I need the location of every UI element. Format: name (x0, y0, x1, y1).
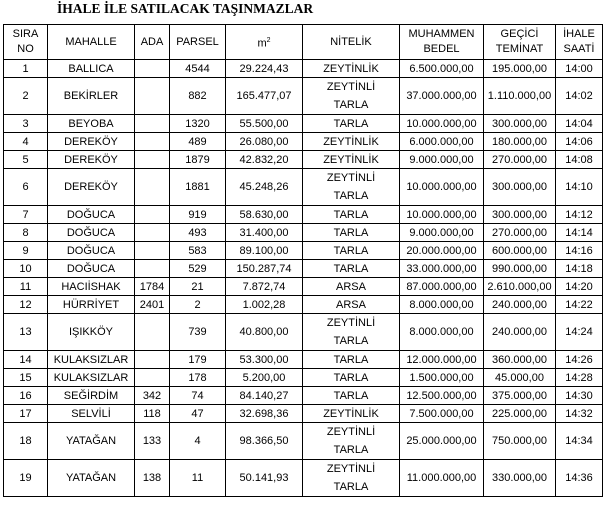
cell-parsel: 47 (170, 405, 226, 423)
header-gecici-teminat: GEÇİCİ TEMİNAT (484, 25, 556, 60)
cell-ihale-saati: 14:04 (556, 115, 603, 133)
cell-sira-no: 8 (4, 224, 48, 242)
cell-m2: 7.872,74 (226, 278, 303, 296)
cell-gecici-teminat: 270.000,00 (484, 224, 556, 242)
cell-nitelik: TARLA (303, 224, 400, 242)
cell-m2: 32.698,36 (226, 405, 303, 423)
cell-nitelik: ZEYTİNLİ TARLA (303, 169, 400, 206)
cell-sira-no: 3 (4, 115, 48, 133)
cell-parsel: 74 (170, 387, 226, 405)
cell-muhammen-bedel: 10.000.000,00 (400, 206, 484, 224)
cell-gecici-teminat: 750.000,00 (484, 423, 556, 460)
cell-ihale-saati: 14:08 (556, 151, 603, 169)
cell-mahalle: SELVİLİ (48, 405, 135, 423)
cell-gecici-teminat: 45.000,00 (484, 369, 556, 387)
table-row (4, 78, 603, 115)
header-m2: $m^2$ (226, 25, 303, 60)
cell-nitelik: TARLA (303, 369, 400, 387)
cell-ada (135, 151, 170, 169)
cell-muhammen-bedel: 12.000.000,00 (400, 351, 484, 369)
cell-gecici-teminat: 240.000,00 (484, 296, 556, 314)
cell-gecici-teminat: 375.000,00 (484, 387, 556, 405)
header-nitelik: NİTELİK (303, 25, 400, 60)
cell-gecici-teminat: 300.000,00 (484, 169, 556, 206)
cell-gecici-teminat: 240.000,00 (484, 314, 556, 351)
cell-ada (135, 60, 170, 78)
cell-muhammen-bedel: 10.000.000,00 (400, 169, 484, 206)
cell-parsel: 1881 (170, 169, 226, 206)
cell-muhammen-bedel: 33.000.000,00 (400, 260, 484, 278)
cell-m2: 98.366,50 (226, 423, 303, 460)
cell-ihale-saati: 14:32 (556, 405, 603, 423)
cell-nitelik: ZEYTİNLİ TARLA (303, 78, 400, 115)
cell-ihale-saati: 14:28 (556, 369, 603, 387)
cell-parsel: 583 (170, 242, 226, 260)
cell-nitelik: TARLA (303, 115, 400, 133)
cell-nitelik: ZEYTİNLİ TARLA (303, 314, 400, 351)
cell-ada (135, 224, 170, 242)
cell-ihale-saati: 14:02 (556, 78, 603, 115)
cell-nitelik: ARSA (303, 278, 400, 296)
cell-mahalle: DEREKÖY (48, 133, 135, 151)
document-title: İHALE İLE SATILACAK TAŞINMAZLAR (57, 1, 314, 16)
cell-parsel: 4 (170, 423, 226, 460)
cell-ada (135, 115, 170, 133)
cell-parsel: 1320 (170, 115, 226, 133)
cell-mahalle: BEKİRLER (48, 78, 135, 115)
table-row (4, 278, 603, 296)
cell-gecici-teminat: 195.000,00 (484, 60, 556, 78)
cell-m2: 50.141,93 (226, 460, 303, 497)
cell-ihale-saati: 14:34 (556, 423, 603, 460)
cell-sira-no: 14 (4, 351, 48, 369)
cell-ada (135, 260, 170, 278)
cell-muhammen-bedel: 7.500.000,00 (400, 405, 484, 423)
cell-ada (135, 242, 170, 260)
cell-sira-no: 13 (4, 314, 48, 351)
table-row (4, 151, 603, 169)
header-parsel: PARSEL (170, 25, 226, 60)
cell-sira-no: 10 (4, 260, 48, 278)
cell-mahalle: DOĞUCA (48, 242, 135, 260)
cell-ihale-saati: 14:24 (556, 314, 603, 351)
cell-mahalle: DOĞUCA (48, 260, 135, 278)
cell-parsel: 493 (170, 224, 226, 242)
cell-ada (135, 206, 170, 224)
cell-ada (135, 314, 170, 351)
cell-m2: 42.832,20 (226, 151, 303, 169)
table-row (4, 169, 603, 206)
table-row (4, 369, 603, 387)
cell-muhammen-bedel: 8.000.000,00 (400, 296, 484, 314)
cell-nitelik: ZEYTİNLİ TARLA (303, 423, 400, 460)
cell-parsel: 178 (170, 369, 226, 387)
table-row (4, 423, 603, 460)
cell-nitelik: ZEYTİNLİK (303, 60, 400, 78)
cell-mahalle: SEĞİRDİM (48, 387, 135, 405)
cell-parsel: 4544 (170, 60, 226, 78)
property-table (3, 24, 603, 497)
cell-ada (135, 169, 170, 206)
cell-gecici-teminat: 990.000,00 (484, 260, 556, 278)
table-row (4, 351, 603, 369)
cell-ada: 2401 (135, 296, 170, 314)
cell-m2: 1.002,28 (226, 296, 303, 314)
cell-m2: 165.477,07 (226, 78, 303, 115)
cell-muhammen-bedel: 12.500.000,00 (400, 387, 484, 405)
cell-ada (135, 351, 170, 369)
cell-parsel: 11 (170, 460, 226, 497)
table-row (4, 460, 603, 497)
cell-m2: 84.140,27 (226, 387, 303, 405)
cell-ihale-saati: 14:22 (556, 296, 603, 314)
cell-gecici-teminat: 600.000,00 (484, 242, 556, 260)
cell-ada: 1784 (135, 278, 170, 296)
cell-sira-no: 19 (4, 460, 48, 497)
cell-ihale-saati: 14:26 (556, 351, 603, 369)
cell-parsel: 739 (170, 314, 226, 351)
cell-nitelik: TARLA (303, 206, 400, 224)
cell-sira-no: 6 (4, 169, 48, 206)
cell-muhammen-bedel: 87.000.000,00 (400, 278, 484, 296)
table-header (4, 25, 603, 60)
table-row (4, 260, 603, 278)
cell-parsel: 1879 (170, 151, 226, 169)
cell-nitelik: ZEYTİNLİK (303, 405, 400, 423)
cell-nitelik: TARLA (303, 242, 400, 260)
cell-ada: 138 (135, 460, 170, 497)
cell-ihale-saati: 14:16 (556, 242, 603, 260)
table-row (4, 314, 603, 351)
table-row (4, 115, 603, 133)
cell-sira-no: 11 (4, 278, 48, 296)
table-row (4, 224, 603, 242)
cell-m2: 89.100,00 (226, 242, 303, 260)
table-body (4, 60, 603, 497)
cell-muhammen-bedel: 1.500.000,00 (400, 369, 484, 387)
cell-gecici-teminat: 360.000,00 (484, 351, 556, 369)
cell-ihale-saati: 14:12 (556, 206, 603, 224)
cell-muhammen-bedel: 10.000.000,00 (400, 115, 484, 133)
cell-m2: 31.400,00 (226, 224, 303, 242)
cell-mahalle: BEYOBA (48, 115, 135, 133)
cell-m2: 45.248,26 (226, 169, 303, 206)
cell-mahalle: IŞIKKÖY (48, 314, 135, 351)
header-ada: ADA (135, 25, 170, 60)
header-ihale-saati: İHALE SAATİ (556, 25, 603, 60)
cell-nitelik: ZEYTİNLİK (303, 133, 400, 151)
cell-parsel: 2 (170, 296, 226, 314)
header-mahalle: MAHALLE (48, 25, 135, 60)
cell-muhammen-bedel: 6.000.000,00 (400, 133, 484, 151)
cell-gecici-teminat: 2.610.000,00 (484, 278, 556, 296)
cell-nitelik: TARLA (303, 260, 400, 278)
cell-sira-no: 16 (4, 387, 48, 405)
table-row (4, 60, 603, 78)
cell-muhammen-bedel: 6.500.000,00 (400, 60, 484, 78)
cell-ada: 118 (135, 405, 170, 423)
cell-nitelik: TARLA (303, 351, 400, 369)
cell-muhammen-bedel: 37.000.000,00 (400, 78, 484, 115)
cell-muhammen-bedel: 25.000.000,00 (400, 423, 484, 460)
cell-nitelik: ZEYTİNLİ TARLA (303, 460, 400, 497)
cell-parsel: 489 (170, 133, 226, 151)
table-row (4, 242, 603, 260)
cell-parsel: 919 (170, 206, 226, 224)
cell-gecici-teminat: 300.000,00 (484, 115, 556, 133)
cell-parsel: 21 (170, 278, 226, 296)
table-row (4, 133, 603, 151)
cell-mahalle: HACIİSHAK (48, 278, 135, 296)
cell-sira-no: 4 (4, 133, 48, 151)
table-row (4, 296, 603, 314)
cell-ada (135, 133, 170, 151)
cell-ada (135, 78, 170, 115)
table-row (4, 387, 603, 405)
cell-sira-no: 17 (4, 405, 48, 423)
header-sira-no: SIRA NO (4, 25, 48, 60)
cell-muhammen-bedel: 8.000.000,00 (400, 314, 484, 351)
cell-gecici-teminat: 270.000,00 (484, 151, 556, 169)
cell-m2: 29.224,43 (226, 60, 303, 78)
cell-muhammen-bedel: 20.000.000,00 (400, 242, 484, 260)
table-row (4, 206, 603, 224)
cell-mahalle: KULAKSIZLAR (48, 369, 135, 387)
cell-mahalle: DEREKÖY (48, 169, 135, 206)
cell-m2: 40.800,00 (226, 314, 303, 351)
cell-mahalle: DOĞUCA (48, 206, 135, 224)
cell-ihale-saati: 14:36 (556, 460, 603, 497)
cell-nitelik: TARLA (303, 387, 400, 405)
cell-ihale-saati: 14:18 (556, 260, 603, 278)
cell-sira-no: 5 (4, 151, 48, 169)
cell-nitelik: ZEYTİNLİK (303, 151, 400, 169)
cell-mahalle: YATAĞAN (48, 423, 135, 460)
cell-mahalle: DOĞUCA (48, 224, 135, 242)
cell-sira-no: 9 (4, 242, 48, 260)
cell-sira-no: 1 (4, 60, 48, 78)
cell-ihale-saati: 14:00 (556, 60, 603, 78)
cell-mahalle: HÜRRİYET (48, 296, 135, 314)
cell-gecici-teminat: 1.110.000,00 (484, 78, 556, 115)
cell-ada: 342 (135, 387, 170, 405)
cell-m2: 26.080,00 (226, 133, 303, 151)
cell-m2: 55.500,00 (226, 115, 303, 133)
cell-muhammen-bedel: 11.000.000,00 (400, 460, 484, 497)
cell-mahalle: YATAĞAN (48, 460, 135, 497)
cell-muhammen-bedel: 9.000.000,00 (400, 224, 484, 242)
cell-mahalle: DEREKÖY (48, 151, 135, 169)
cell-sira-no: 7 (4, 206, 48, 224)
cell-ihale-saati: 14:14 (556, 224, 603, 242)
cell-gecici-teminat: 225.000,00 (484, 405, 556, 423)
cell-gecici-teminat: 180.000,00 (484, 133, 556, 151)
cell-muhammen-bedel: 9.000.000,00 (400, 151, 484, 169)
cell-gecici-teminat: 330.000,00 (484, 460, 556, 497)
cell-m2: 150.287,74 (226, 260, 303, 278)
header-muhammen-bedel: MUHAMMEN BEDEL (400, 25, 484, 60)
cell-ihale-saati: 14:06 (556, 133, 603, 151)
cell-m2: 5.200,00 (226, 369, 303, 387)
cell-m2: 58.630,00 (226, 206, 303, 224)
cell-ada (135, 369, 170, 387)
cell-sira-no: 15 (4, 369, 48, 387)
cell-parsel: 882 (170, 78, 226, 115)
cell-ihale-saati: 14:20 (556, 278, 603, 296)
cell-m2: 53.300,00 (226, 351, 303, 369)
cell-ada: 133 (135, 423, 170, 460)
cell-sira-no: 18 (4, 423, 48, 460)
cell-mahalle: KULAKSIZLAR (48, 351, 135, 369)
cell-nitelik: ARSA (303, 296, 400, 314)
cell-mahalle: BALLICA (48, 60, 135, 78)
cell-parsel: 179 (170, 351, 226, 369)
cell-ihale-saati: 14:10 (556, 169, 603, 206)
table-row (4, 405, 603, 423)
cell-gecici-teminat: 300.000,00 (484, 206, 556, 224)
cell-parsel: 529 (170, 260, 226, 278)
cell-sira-no: 2 (4, 78, 48, 115)
cell-ihale-saati: 14:30 (556, 387, 603, 405)
cell-sira-no: 12 (4, 296, 48, 314)
